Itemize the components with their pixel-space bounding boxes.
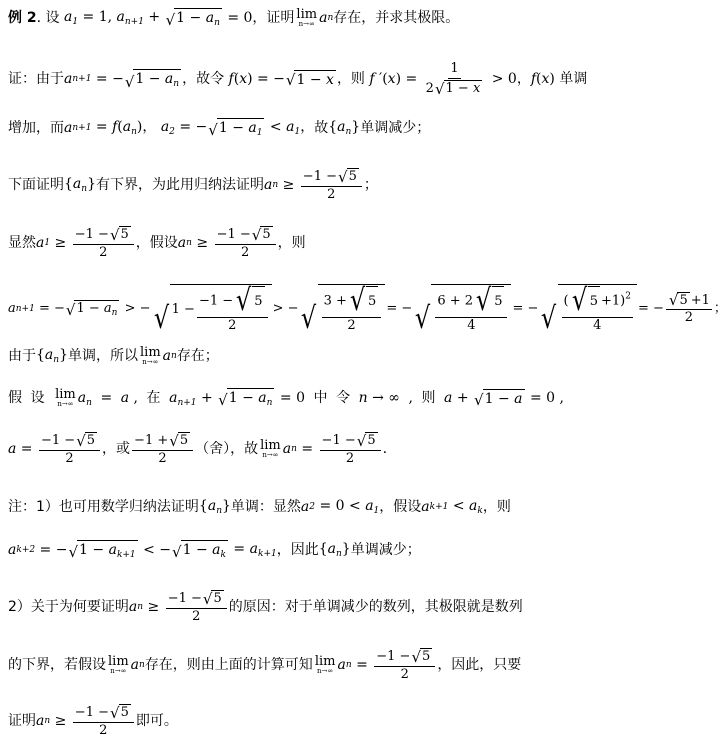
example-label: 例 2 — [8, 9, 37, 26]
proof-line-4: 显然 a 1 ≥ −1 − √ 5 2 ，假设 a n ≥ −1 − √ 5 2 ，则 — [8, 225, 306, 260]
note-1-line-1: 注：1）也可用数学归纳法证明 $\{a_n\}$ 单调：显然 a 2 = $0 < a_1$ ，假设 a k+1 < $a_k$ ，则 — [8, 498, 511, 516]
note-2-line-2: 的下界，若假设 lim n→∞ a n 存在，则由上面的计算可知 lim n→∞ a n = −1 − √ 5 2 ，因此，只要 — [8, 647, 522, 682]
proof-line-2: 增加，而 a n+1 = $f(a_n)$， $a_2$ = − √ $1 - a_1$ < $a_1$， 故 $\{a_n\}$ 单调减少； — [8, 118, 431, 140]
limit-expression: lim n→∞ — [296, 7, 318, 29]
note-2-line-1: 2）关于为何要证明 a n ≥ −1 − √ 5 2 的原因：对于单调减少的数列，其极限就是数列 — [8, 589, 523, 624]
proof-line-1: 证：由于 a n+1 = − √ $1 - a_n$ ，故令 f(x) = − √ 1 − x ，则 f ′(x) = 1 2 √ 1 − x > 0，f(x) 单调 — [8, 61, 588, 98]
proof-line-6: 假 设 lim n→∞ $a_n$ = a , 在 $a_{n+1}$ + √ $1 - a_n$ = 0 中 令 n → ∞ , 则 a + √ 1 − a = 0 , — [8, 387, 564, 410]
proof-line-7: a = −1 − √ 5 2 ，或 −1 + √ 5 2 （舍），故 lim n→∞ a n = −1 − √ 5 2 . — [8, 431, 388, 466]
proof-line-3: 下面证明 $\{a_n\}$ 有下界，为此用归纳法证明 a n ≥ −1 − √ 5 2 ； — [8, 167, 378, 202]
note-2-line-3: 证明 a n ≥ −1 − √ 5 2 即可。 — [8, 703, 178, 738]
inequality-chain: a n+1 = − √ $1 - a_n$ > − √ 1 − −1 − √ 5 2 > − √ 3 + √ 5 2 = − √ 6 + 2 √ 5 4 = − √ ( √ 5 +1)$^2$ 4 = − √ 5 +1 2 ； — [8, 283, 727, 336]
proof-line-5: 由于 $\{a_n\}$ 单调，所以 lim n→∞ a n 存在； — [8, 345, 219, 366]
example-statement: 例 2 . 设 $a_1 = 1$, $a_{n+1}$ + √ $1 - a_n$ = 0 ，证明 lim n→∞ a n 存在，并求其极限。 — [8, 7, 460, 30]
note-1-line-2: a k+2 = − √ $1 - a_{k+1}$ < − √ $1 - a_k$ = $a_{k+1}$ ，因此 $\{a_n\}$ 单调减少； — [8, 540, 421, 562]
